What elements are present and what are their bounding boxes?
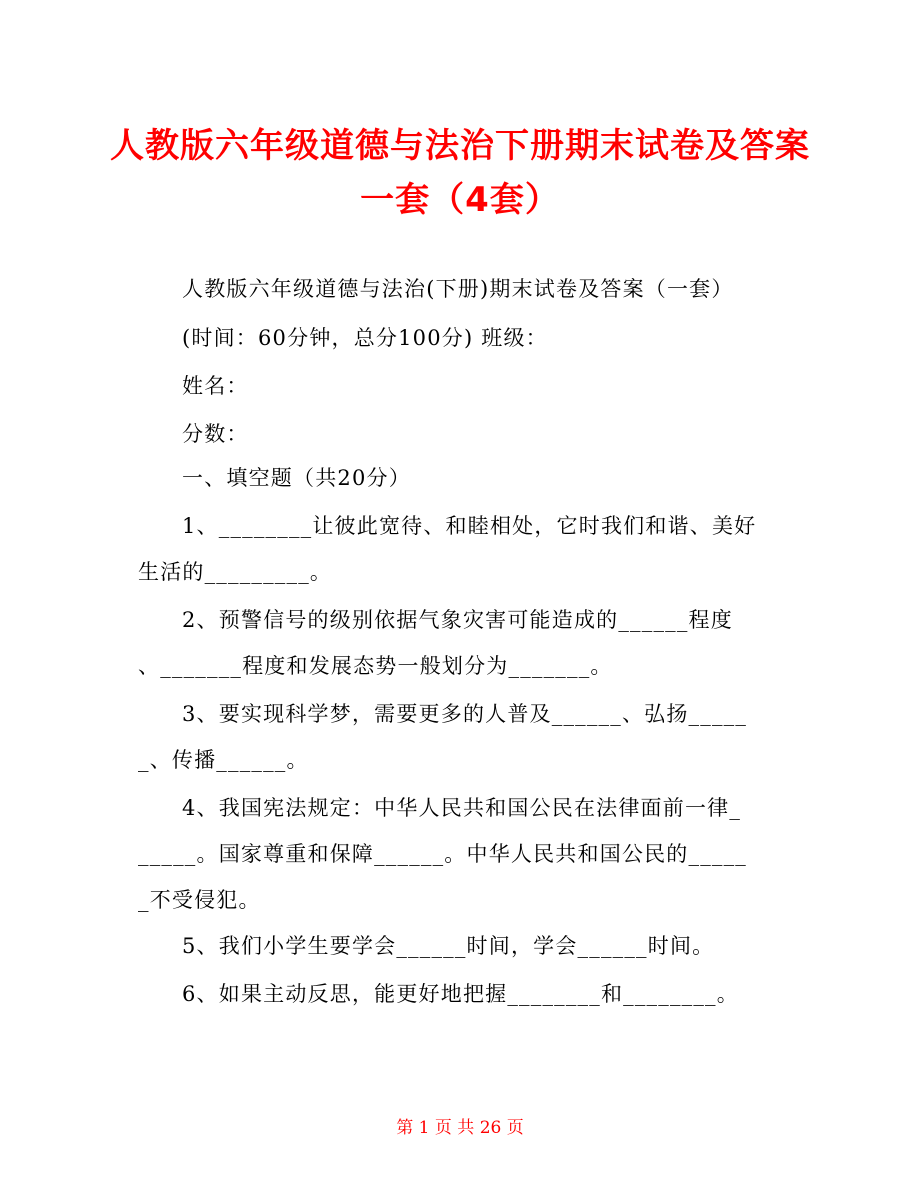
section-heading: 一、填空题（共20分） xyxy=(182,466,411,490)
page-footer: 第 1 页 共 26 页 xyxy=(396,1118,524,1138)
question-4-line2: _____。国家尊重和保障______。中华人民共和国公民的_____ xyxy=(138,842,747,866)
question-2-line2: 、_______程度和发展态势一般划分为_______。 xyxy=(138,654,613,678)
document-title-line1: 人教版六年级道德与法治下册期末试卷及答案 xyxy=(110,126,810,166)
document-title-line2: 一套（4套） xyxy=(360,180,560,220)
question-4-line1: 4、我国宪法规定：中华人民共和国公民在法律面前一律_ xyxy=(182,796,742,820)
question-3-line1: 3、要实现科学梦，需要更多的人普及______、弘扬_____ xyxy=(182,702,748,726)
question-6-line1: 6、如果主动反思，能更好地把握________和________。 xyxy=(182,982,739,1006)
name-label: 姓名： xyxy=(182,374,249,398)
question-4-line3: _不受侵犯。 xyxy=(138,888,261,912)
question-2-line1: 2、预警信号的级别依据气象灾害可能造成的______程度 xyxy=(182,608,733,632)
exam-subtitle: 人教版六年级道德与法治(下册)期末试卷及答案（一套） xyxy=(182,277,734,301)
question-1-line2: 生活的_________。 xyxy=(138,560,333,584)
time-class-info: (时间：60分钟，总分100分) 班级： xyxy=(182,326,548,350)
question-3-line2: _、传播______。 xyxy=(138,748,309,772)
question-1-line1: 1、________让彼此宽待、和睦相处，它时我们和谐、美好 xyxy=(182,514,757,538)
score-label: 分数： xyxy=(182,422,249,446)
question-5-line1: 5、我们小学生要学会______时间，学会______时间。 xyxy=(182,934,715,958)
